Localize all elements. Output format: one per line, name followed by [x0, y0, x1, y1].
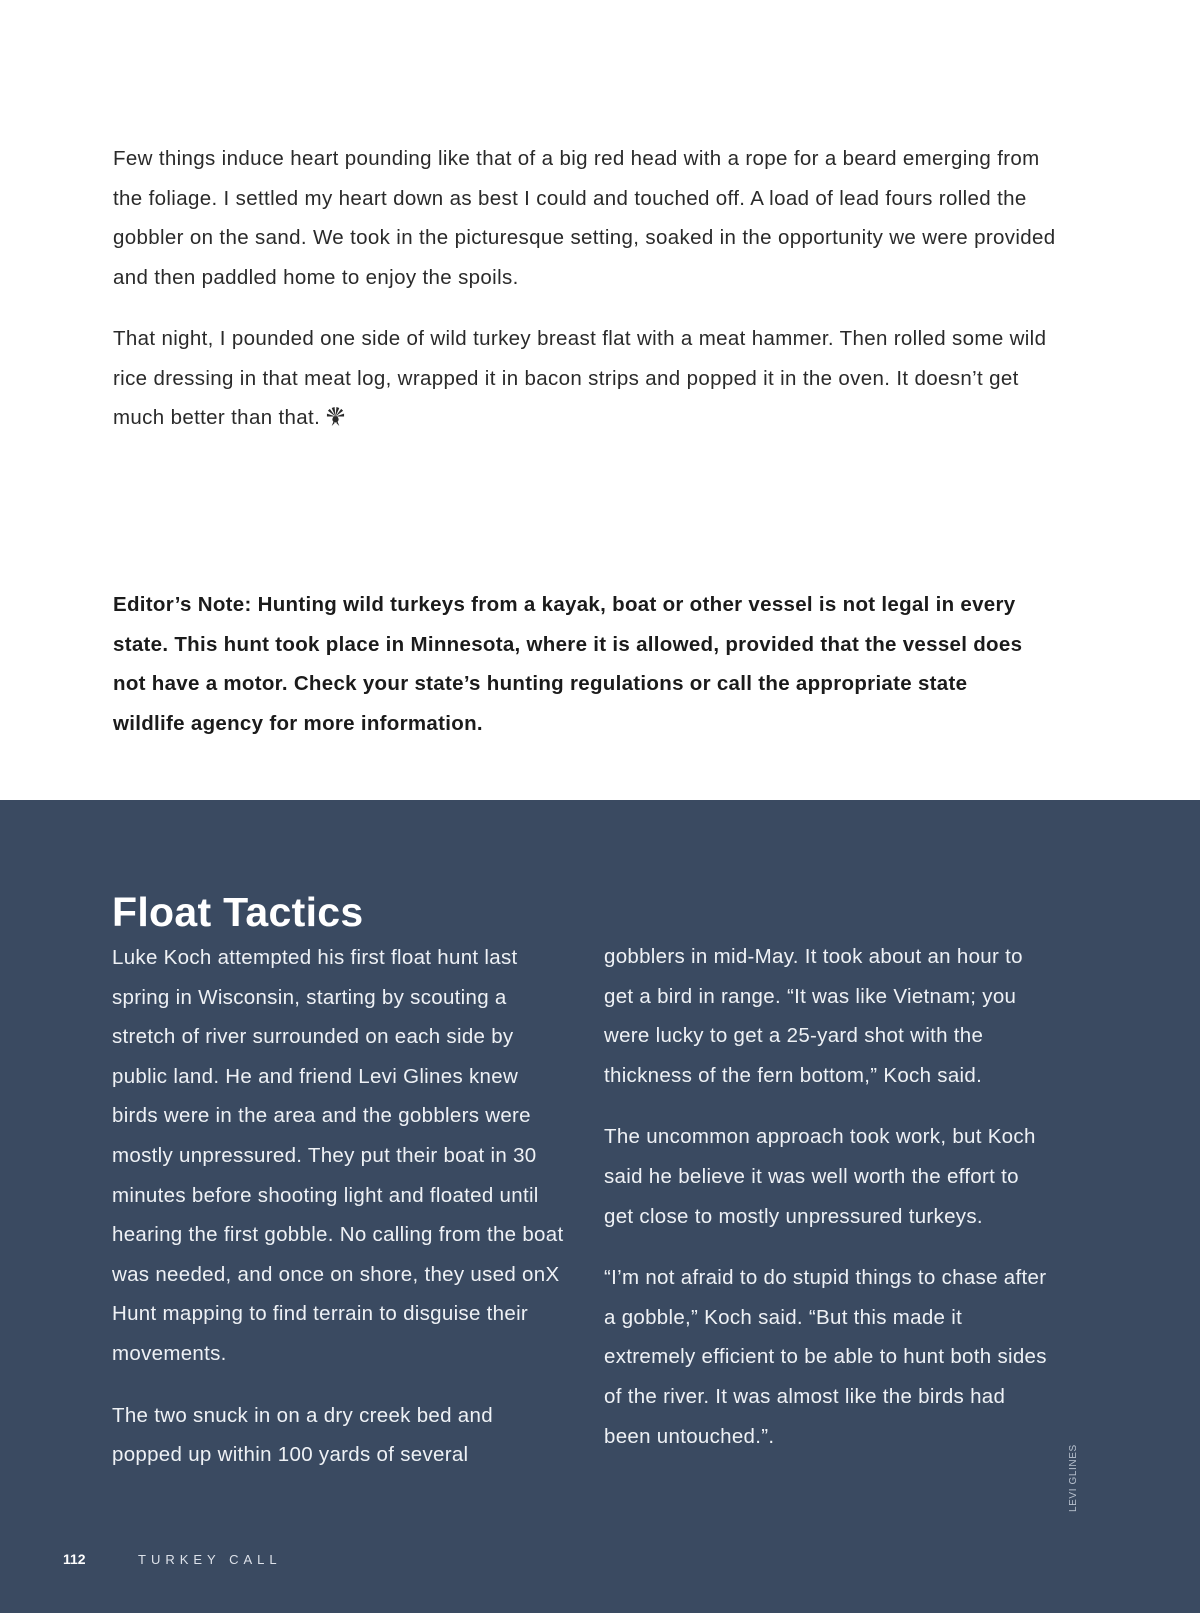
turkey-fan-icon	[326, 400, 345, 440]
sidebar-paragraph: “I’m not afraid to do stupid things to chase after a gobble,” Koch said. “But this made it extremely efficient to be able to hunt both sides of the river. It was almost like the birds had been untouched.”.	[604, 1266, 1047, 1448]
sidebar-paragraph: gobblers in mid-May. It took about an hour to get a bird in range. “It was like Vietnam; you were lucky to get a 25-yard shot with the thickness of the fern bottom,” Koch said.	[604, 945, 1023, 1087]
article-paragraph: Few things induce heart pounding like that of a big red head with a rope for a beard emerging from the foliage. I settled my heart down as best I could and touched off. A load of lead fours rolled the gobbler on the sand. We took in the picturesque setting, soaked in the opportunity we were provided and then paddled home to enjoy the spoils.	[113, 147, 1056, 289]
sidebar-right-column	[604, 937, 1054, 1456]
sidebar-left-column	[112, 938, 567, 1475]
sidebar-paragraph: Luke Koch attempted his first float hunt last spring in Wisconsin, starting by scouting a stretch of river surrounded on each side by public land. He and friend Levi Glines knew birds were in the area and the gobblers were mostly unpressured. They put their boat in 30 minutes before shooting light and floated until hearing the first gobble. No calling from the boat was needed, and once on shore, they used onX Hunt mapping to find terrain to disguise their movements.	[112, 946, 564, 1365]
sidebar-paragraph: The uncommon approach took work, but Koch said he believe it was well worth the effort to get close to mostly unpressured turkeys.	[604, 1125, 1036, 1228]
photo-credit: LEVI GLINES	[1068, 1444, 1079, 1512]
sidebar-paragraph: The two snuck in on a dry creek bed and popped up within 100 yards of several	[112, 1403, 493, 1467]
page-number: 112	[63, 1551, 86, 1567]
magazine-name: TURKEY CALL	[138, 1552, 282, 1567]
sidebar-title: Float Tactics	[112, 889, 364, 935]
article-paragraph-with-end-mark	[113, 319, 1058, 440]
article-body	[0, 0, 1200, 800]
article-paragraph-text: That night, I pounded one side of wild turkey breast flat with a meat hammer. Then rolled some wild rice dressing in that meat log, wrapped it in bacon strips and popped it in the oven. It doesn’t get much better than that.	[113, 327, 1047, 430]
editors-note: Editor’s Note: Hunting wild turkeys from a kayak, boat or other vessel is not legal in every state. This hunt took place in Minnesota, where it is allowed, provided that the vessel does not have a motor. Check your state’s hunting regulations or call the appropriate state wildlife agency for more information.	[113, 593, 1023, 735]
